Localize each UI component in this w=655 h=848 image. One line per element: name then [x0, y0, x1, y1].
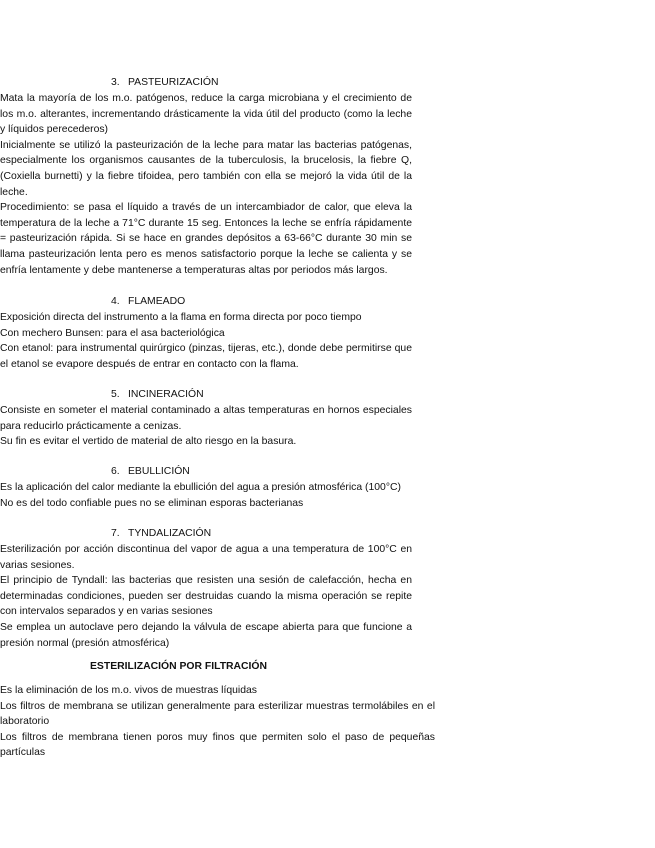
list-item-text: Esterilización por acción discontinua del vapor de agua a una temperatura de 100°C en varias sesiones. — [0, 544, 412, 571]
list-item — [0, 699, 435, 730]
section-heading — [0, 387, 655, 403]
section-heading — [0, 294, 655, 310]
bullet-list — [0, 403, 655, 450]
section-heading — [0, 526, 655, 542]
list-item — [0, 730, 435, 761]
section-number: 4. — [111, 296, 120, 307]
section-number: 5. — [111, 389, 120, 400]
list-item-text: Los filtros de membrana se utilizan generalmente para esterilizar muestras termolábiles en el laboratorio — [0, 700, 435, 728]
section-tyndalizacion — [0, 526, 655, 651]
section-title: EBULLICIÓN — [128, 466, 190, 477]
filtration-heading: ESTERILIZACIÓN POR FILTRACIÓN — [90, 661, 268, 672]
list-item — [0, 542, 412, 573]
bullet-list — [0, 683, 655, 761]
section-heading — [0, 75, 655, 91]
list-item — [0, 434, 412, 450]
list-item-text: Es la aplicación del calor mediante la ebullición del agua a presión atmosférica (100°C) — [0, 482, 401, 493]
section-title: INCINERACIÓN — [128, 389, 204, 400]
list-item-text: Con mechero Bunsen: para el asa bacteriológica — [0, 327, 225, 339]
list-item-text: Mata la mayoría de los m.o. patógenos, reduce la carga microbiana y el crecimiento de los m.o. alterantes, incrementando drásticamente la vida útil del producto (como la leche y líquidos perecederos) — [0, 93, 412, 136]
section-number: 7. — [111, 528, 120, 539]
list-item — [0, 91, 412, 138]
list-item-text: Se emplea un autoclave pero dejando la válvula de escape abierta para que funcione a presión normal (presión atmosférica) — [0, 621, 412, 649]
list-item-text: No es del todo confiable pues no se eliminan esporas bacterianas — [0, 497, 304, 509]
section-heading — [0, 464, 655, 480]
list-item — [0, 310, 412, 326]
list-item — [0, 620, 412, 651]
list-item — [0, 341, 412, 372]
section-number: 6. — [111, 466, 120, 477]
section-number: 3. — [111, 77, 120, 88]
list-item — [0, 326, 412, 342]
list-item — [0, 496, 412, 512]
list-item — [0, 683, 435, 699]
list-item-text: Exposición directa del instrumento a la flama en forma directa por poco tiempo — [0, 312, 362, 323]
list-item-text: Inicialmente se utilizó la pasteurización de la leche para matar las bacterias patógenas, especialmente los organismos causantes de la tuberculosis, la brucelosis, la fiebre Q, (Coxiella burnetti) y la fiebre tifoidea, pero también con ella se mejoró la vida útil de la leche. — [0, 139, 412, 198]
bullet-list — [0, 480, 655, 511]
list-item-text: El principio de Tyndall: las bacterias que resisten una sesión de calefacción, hecha en determinadas condiciones, pueden ser destruidas cuando la misma operación se repite con intervalos separados y en varias sesiones — [0, 575, 412, 618]
section-ebullicion — [0, 464, 655, 511]
list-item-text: Consiste en someter el material contaminado a altas temperaturas en hornos especiales para reducirlo prácticamente a cenizas. — [0, 405, 412, 432]
list-item — [0, 480, 412, 496]
list-item — [0, 573, 412, 620]
list-item-text: Su fin es evitar el vertido de material de alto riesgo en la basura. — [0, 436, 297, 448]
section-title: FLAMEADO — [128, 296, 186, 307]
list-item-text: Procedimiento: se pasa el líquido a través de un intercambiador de calor, que eleva la temperatura de la leche a 71°C durante 15 seg. Entonces la leche se enfría rápidamente = pasteurización rápida. Si se hace en grandes depósitos a 63-66°C durante 30 min se llama pasteurización lenta pero es menos satisfactorio porque la leche se calienta y se enfría lentamente y debe mantenerse a temperaturas altas por periodos más largos. — [0, 202, 412, 276]
bullet-list — [0, 310, 655, 372]
list-item — [0, 200, 412, 278]
bullet-list — [0, 542, 655, 651]
section-title: TYNDALIZACIÓN — [128, 528, 212, 539]
section-title: PASTEURIZACIÓN — [128, 77, 219, 88]
section-pasteurizacion — [0, 75, 655, 278]
list-item-text: Con etanol: para instrumental quirúrgico (pinzas, tijeras, etc.), donde debe permitirse que el etanol se evapore después de entrar en contacto con la flama. — [0, 343, 412, 370]
list-item — [0, 403, 412, 434]
bullet-list — [0, 91, 655, 278]
section-flameado — [0, 294, 655, 372]
list-item-text: Es la eliminación de los m.o. vivos de muestras líquidas — [0, 685, 257, 696]
section-incineracion — [0, 387, 655, 450]
list-item-text: Los filtros de membrana tienen poros muy finos que permiten solo el paso de pequeñas partículas — [0, 731, 435, 759]
list-item — [0, 138, 412, 200]
section-filtracion — [0, 683, 655, 761]
